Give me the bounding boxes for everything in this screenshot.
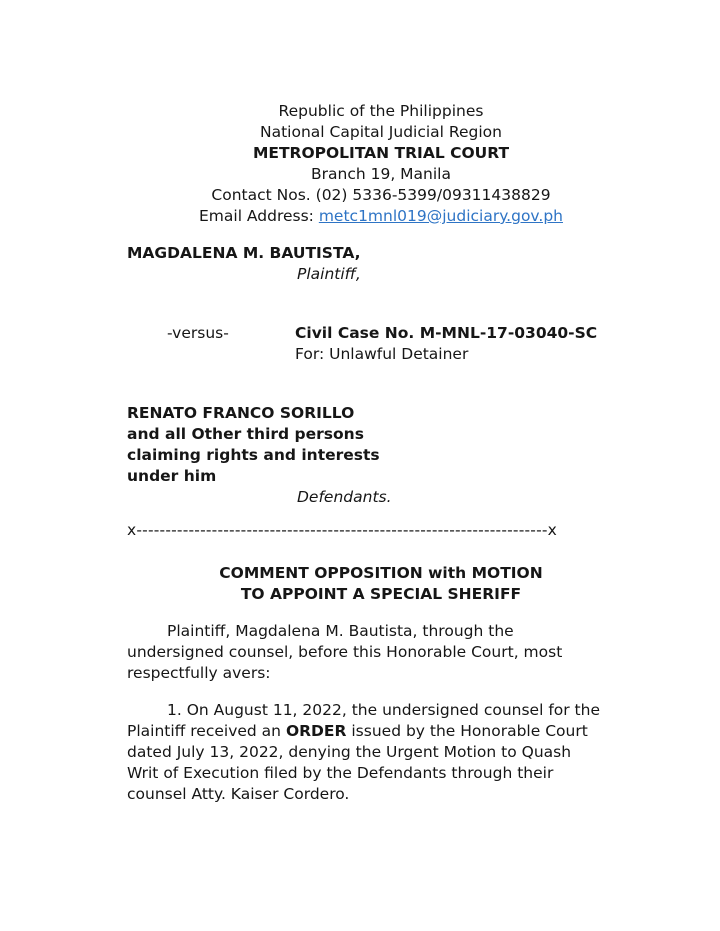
versus-label: -versus- [167,324,229,342]
header-line-email [127,206,635,227]
email-label: Email Address: [199,207,314,225]
document-content [127,101,635,805]
paragraph-line: respectfully avers: [127,664,271,682]
header-line-region: National Capital Judicial Region [260,123,502,141]
case-caption-defendants [127,403,635,508]
case-info [295,323,635,365]
header-line-contact: Contact Nos. (02) 5336-5399/09311438829 [211,186,551,204]
defendants-role-label: Defendants. [297,488,392,506]
versus-row [127,323,635,365]
defendant-name-line: and all Other third persons [127,425,364,443]
paragraph-text: issued by the Honorable Court [346,722,588,740]
case-nature: For: Unlawful Detainer [295,345,469,363]
paragraph-line: dated July 13, 2022, denying the Urgent Motion to Quash [127,743,572,761]
case-caption-plaintiff [127,243,635,285]
email-link[interactable]: metc1mnl019@judiciary.gov.ph [318,207,563,225]
plaintiff-role-label: Plaintiff, [297,265,361,283]
paragraph-line: 1. On August 11, 2022, the undersigned counsel for the [167,701,600,719]
paragraph-line [127,721,635,742]
paragraph-line: Writ of Execution filed by the Defendants through their [127,764,554,782]
header-line-branch: Branch 19, Manila [311,165,451,183]
paragraph-line: Plaintiff, Magdalena M. Bautista, through the [167,622,514,640]
order-emphasis: ORDER [285,722,347,740]
court-header [127,101,635,227]
paragraph-text: Plaintiff received an [127,722,286,740]
header-line-republic: Republic of the Philippines [278,102,484,120]
paragraph-1 [127,700,635,805]
defendant-name-line: claiming rights and interests [127,446,380,464]
pleading-title-line-1: COMMENT OPPOSITION with MOTION [219,564,543,582]
paragraph-line: undersigned counsel, before this Honorable Court, most [127,643,563,661]
pleading-title [127,563,635,605]
plaintiff-name: MAGDALENA M. BAUTISTA, [127,244,361,262]
caption-divider: x-----------------------------------------------------------------------x [127,521,558,539]
case-number: Civil Case No. M-MNL-17-03040-SC [295,324,598,342]
intro-paragraph [127,621,635,684]
header-line-court-name: METROPOLITAN TRIAL COURT [252,144,510,162]
pleading-title-line-2: TO APPOINT A SPECIAL SHERIFF [240,585,522,603]
defendant-name-line: RENATO FRANCO SORILLO [127,404,355,422]
paragraph-line: counsel Atty. Kaiser Cordero. [127,785,350,803]
defendant-name-line: under him [127,467,217,485]
